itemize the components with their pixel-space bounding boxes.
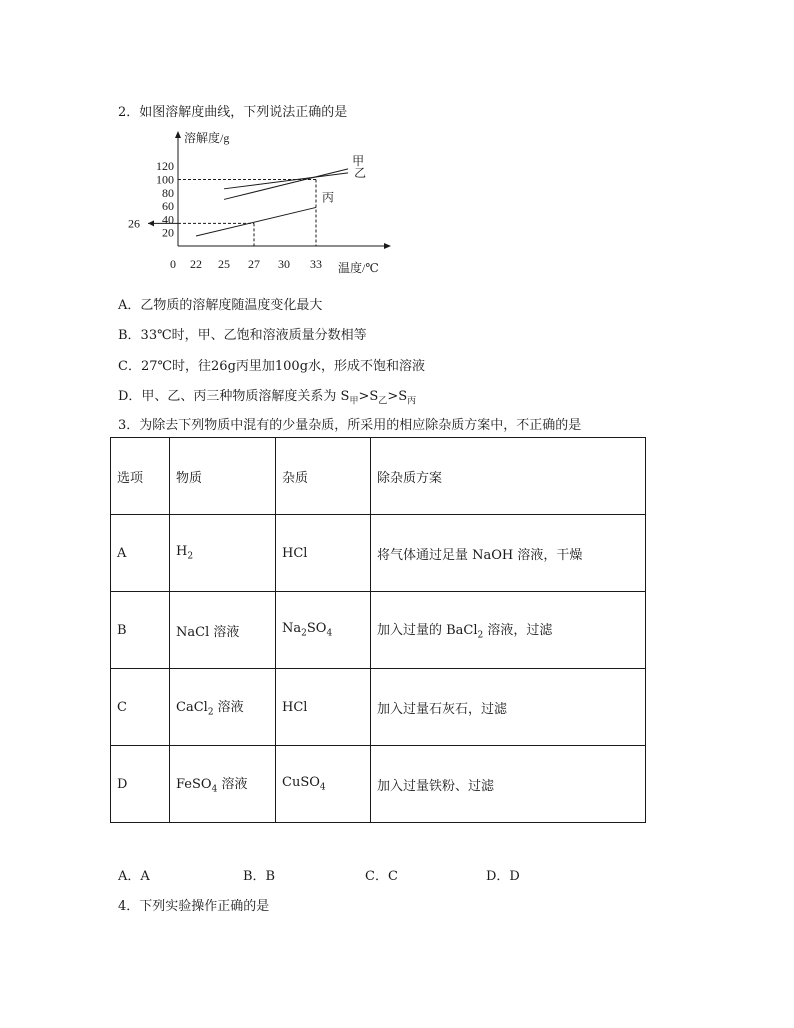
- q2-option-d-mid2: >S: [387, 389, 408, 404]
- substance-cell: [170, 515, 276, 592]
- table-row: [111, 592, 646, 669]
- impurity-cell: [276, 746, 371, 823]
- table-header-row: [111, 438, 646, 515]
- substance-subscript: 2: [187, 551, 194, 562]
- substance-tail: 溶液: [209, 624, 240, 640]
- table-row: [111, 669, 646, 746]
- q3-answer-c: C．C: [365, 869, 398, 884]
- plan-subscript: 2: [477, 630, 484, 641]
- impurity-cell: HCl: [276, 515, 371, 592]
- q3-answer-a: A．A: [118, 869, 150, 884]
- substance-subscript: 2: [207, 707, 214, 718]
- series-line-1: [224, 173, 348, 189]
- option-cell: D: [111, 746, 170, 823]
- impurity-text: Na: [282, 621, 302, 637]
- substance-text: CaCl: [176, 700, 208, 716]
- x-tick-label: 33: [310, 257, 322, 271]
- impurity-subscript-2: 4: [326, 628, 333, 639]
- y-axis-arrow: [175, 131, 181, 138]
- q2-stem: 2．如图溶解度曲线，下列说法正确的是: [118, 105, 348, 120]
- plan-cell: 加入过量石灰石，过滤: [371, 669, 646, 746]
- x-tick-label: 0: [170, 257, 176, 271]
- x-tick-label: 25: [218, 257, 230, 271]
- substance-cell: [170, 592, 276, 669]
- series-label-2: 丙: [322, 190, 335, 205]
- x-tick-label: 27: [248, 257, 260, 271]
- substance-subscript: 4: [211, 784, 218, 795]
- q2-option-b: B．33℃时，甲、乙饱和溶液质量分数相等: [118, 328, 367, 343]
- x-tick-label: 22: [190, 257, 202, 271]
- substance-tail: 溶液: [213, 700, 244, 716]
- plan-text: 加入过量的 BaCl: [377, 623, 478, 639]
- impurity-subscript: 4: [319, 782, 326, 793]
- q3-answer-d: D．D: [486, 869, 520, 884]
- plan-cell: 将气体通过足量 NaOH 溶液，干燥: [371, 515, 646, 592]
- q2-option-d-sub3: 丙: [407, 396, 417, 407]
- y-tick-label: 100: [156, 172, 174, 187]
- substance-cell: [170, 669, 276, 746]
- impurity-text: CuSO: [282, 775, 320, 791]
- q2-option-d: [118, 385, 416, 407]
- impurity-cell: HCl: [276, 669, 371, 746]
- y-tick-label: 20: [162, 225, 174, 240]
- q2-option-a: A．乙物质的溶解度随温度变化最大: [118, 298, 323, 313]
- substance-text: FeSO: [176, 777, 212, 793]
- x-axis-arrow: [384, 243, 391, 249]
- y-tick-label: 120: [156, 159, 174, 174]
- substance-text: NaCl: [176, 624, 210, 640]
- option-cell: B: [111, 592, 170, 669]
- header-cell: 选项: [111, 438, 170, 515]
- plan-cell: 加入过量铁粉、过滤: [371, 746, 646, 823]
- impurity-subscript: 2: [301, 628, 307, 639]
- x-axis-label: 温度/℃: [338, 261, 379, 275]
- series-label-1: 乙: [354, 165, 367, 180]
- q3-answer-b: B．B: [243, 869, 276, 884]
- series-line-2: [196, 207, 316, 236]
- y-marker-arrow: [148, 220, 154, 226]
- substance-cell: [170, 746, 276, 823]
- substance-text: H: [176, 544, 188, 560]
- q3-stem: 3．为除去下列物质中混有的少量杂质，所采用的相应除杂质方案中，不正确的是: [118, 418, 582, 433]
- q2-option-d-prefix: D．甲、乙、丙三种物质溶解度关系为 S: [118, 389, 350, 404]
- header-cell: 除杂质方案: [371, 438, 646, 515]
- table-row: [111, 746, 646, 823]
- y-tick-label: 60: [162, 199, 174, 214]
- header-cell: 物质: [170, 438, 276, 515]
- q2-option-c: C．27℃时，往26g丙里加100g水，形成不饱和溶液: [118, 359, 426, 374]
- y-tick-label: 40: [162, 212, 174, 227]
- solubility-chart: [118, 128, 408, 278]
- header-cell: 杂质: [276, 438, 371, 515]
- q4-stem: 4．下列实验操作正确的是: [118, 899, 270, 914]
- option-cell: C: [111, 669, 170, 746]
- q2-option-d-sub2: 乙: [378, 396, 388, 407]
- impurity-cell: [276, 592, 371, 669]
- plan-tail: 溶液，过滤: [483, 623, 553, 639]
- y-tick-label: 80: [162, 185, 174, 200]
- series-label-0: 甲: [352, 153, 365, 168]
- q2-option-d-sub1: 甲: [349, 396, 359, 407]
- substance-tail: 溶液: [217, 777, 248, 793]
- y-marker-label: 26: [128, 216, 140, 231]
- impurity-table: [110, 437, 646, 823]
- plan-cell: [371, 592, 646, 669]
- x-tick-label: 30: [278, 257, 290, 271]
- impurity-tail: SO: [306, 621, 327, 637]
- q2-option-d-mid1: >S: [358, 389, 379, 404]
- table-row: [111, 515, 646, 592]
- option-cell: A: [111, 515, 170, 592]
- y-axis-label: 溶解度/g: [184, 131, 230, 145]
